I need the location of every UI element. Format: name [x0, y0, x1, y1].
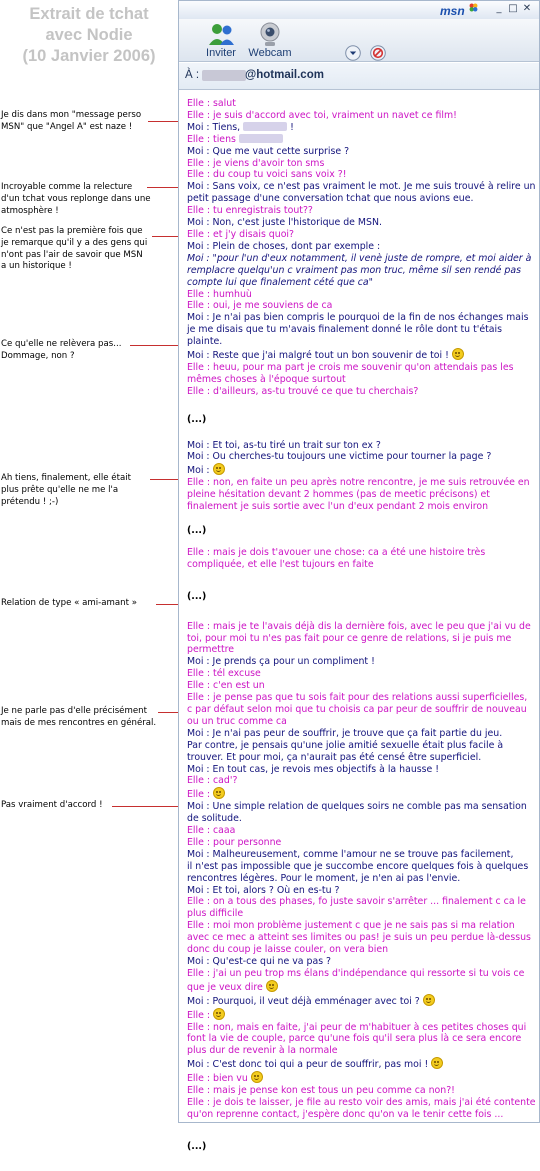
message-elle	[187, 908, 537, 920]
message-text: toi, pour moi tu n'es pas fait pour ce genre de relations, si je puis me	[187, 632, 512, 644]
message-text: plus difficile	[187, 908, 244, 920]
message-text: Elle : salut	[187, 98, 236, 109]
message-text: Elle : d'ailleurs, as-tu trouvé ce que tu cherchais?	[187, 385, 419, 397]
message-text: Elle : du coup tu voici sans voix ?!	[187, 169, 347, 181]
message-text: Elle : pour personne	[187, 836, 282, 848]
message-text: Moi : Je n'ai pas peur de souffrir, je trouve que ça fait partie du jeu.	[187, 727, 503, 739]
message-elle	[187, 289, 537, 301]
message-text: Elle : non, mais en faite, j'ai peur de m'habituer à ces petites choses qui	[187, 1021, 527, 1033]
message-elle	[187, 362, 537, 374]
message-text: plainte.	[187, 336, 223, 348]
message-moi	[187, 752, 537, 764]
message-text: Par contre, je pensais qu'une jolie amitié sexuelle était plus facile à	[187, 739, 504, 751]
smiley-icon	[251, 1071, 263, 1083]
ellipsis-separator	[187, 591, 537, 603]
message-text: font la vie de couple, parce qu'une fois qu'il sera plus là ce sera encore	[187, 1033, 522, 1045]
message-text: que je veux dire	[187, 981, 263, 993]
message-text: Elle : oui, je me souviens de ca	[187, 300, 333, 312]
maximize-button[interactable]: □	[508, 3, 518, 14]
invite-icon	[205, 21, 237, 47]
title-bar	[179, 1, 539, 19]
message-elle	[187, 944, 537, 956]
message-text: Elle : moi mon problème justement c que je ne sais pas si ma relation	[187, 920, 515, 932]
ellipsis-separator	[187, 414, 537, 426]
invite-label: Inviter	[206, 47, 236, 59]
message-elle	[187, 932, 537, 944]
message-text: Moi : Reste que j'ai malgré tout un bon souvenir de toi !	[187, 350, 449, 362]
message-text: compte lui que finalement cété que ca"	[187, 276, 373, 288]
message-text: donc du coup je laisse couler, on vera bien	[187, 944, 389, 956]
message-elle	[187, 633, 537, 645]
message-text: Elle : on a tous des phases, fo juste savoir s'arrêter ... finalement c ca le	[187, 896, 526, 908]
message-text: Elle : tél excuse	[187, 668, 261, 680]
message-text: je me disais que tu m'avais finalement donné le rôle dont tu t'étais	[187, 324, 503, 336]
message-text: Elle : heuu, pour ma part je crois me souvenir qu'on attendais pas les	[187, 361, 514, 373]
block-icon[interactable]	[370, 45, 386, 61]
message-text: Elle : tu enregistrais tout??	[187, 205, 313, 217]
message-text: de solitude.	[187, 813, 242, 825]
message-moi	[187, 956, 537, 968]
message-elle	[187, 775, 537, 787]
message-text: pleine hésitation devant 2 hommes (pas de meetic précisons) et	[187, 489, 490, 501]
message-elle	[187, 1008, 537, 1022]
annotation-connector	[112, 806, 186, 807]
message-elle	[187, 386, 537, 398]
message-moi	[187, 885, 537, 897]
annotation: Relation de type « ami-amant »	[1, 598, 137, 608]
message-moi	[187, 1057, 537, 1071]
message-text: Moi : Tiens,	[187, 121, 241, 133]
message-text: Elle : et j'y disais quoi?	[187, 228, 295, 240]
message-elle	[187, 1022, 537, 1034]
redacted-name	[239, 134, 283, 143]
message-moi	[187, 146, 537, 158]
message-elle	[187, 158, 537, 170]
message-text: Moi : Plein de choses, dont par exemple :	[187, 240, 381, 252]
message-text: Moi : C'est donc toi qui a peur de souffrir, pas moi !	[187, 1059, 429, 1071]
message-text: Elle : je viens d'avoir ton sms	[187, 157, 325, 169]
smiley-icon	[213, 1008, 225, 1020]
message-text: Moi : Que me vaut cette surprise ?	[187, 145, 350, 157]
title-line: avec Nodie	[45, 26, 133, 44]
message-moi	[187, 265, 537, 277]
to-label: À :	[185, 69, 200, 81]
message-moi	[187, 994, 537, 1008]
message-elle	[187, 716, 537, 728]
message-elle	[187, 1033, 537, 1045]
message-elle	[187, 920, 537, 932]
message-text: Moi : Je n'ai pas bien compris le pourquoi de la fin de nos échanges mais	[187, 312, 529, 324]
message-text: petit passage d'une conversation tchat que nous avions eue.	[187, 193, 474, 205]
message-moi	[187, 463, 537, 477]
message-text: (...)	[187, 1140, 207, 1152]
smiley-icon	[213, 463, 225, 475]
toolbar	[179, 19, 539, 62]
message-elle	[187, 169, 537, 181]
redacted-username	[202, 70, 246, 81]
message-moi	[187, 728, 537, 740]
message-elle	[187, 501, 537, 513]
minimize-button[interactable]: _	[496, 3, 502, 14]
message-elle	[187, 1097, 537, 1109]
message-moi	[187, 193, 537, 205]
message-elle	[187, 644, 537, 656]
message-text: Moi : Je prends ça pour un compliment !	[187, 656, 375, 668]
annotation: Incroyable comme la relecture d'un tchat vous replonge dans une atmosphère !	[1, 182, 151, 216]
message-text: Moi : Une simple relation de quelques soirs ne comble pas ma sensation	[187, 801, 527, 813]
message-moi	[187, 740, 537, 752]
message-elle	[187, 968, 537, 980]
annotation: Pas vraiment d'accord !	[1, 800, 103, 810]
annotation: Je ne parle pas d'elle précisément mais de mes rencontres en général.	[1, 706, 157, 728]
message-text: plus dur de revenir à la normale	[187, 1045, 338, 1057]
message-moi	[187, 873, 537, 885]
message-elle	[187, 837, 537, 849]
message-text: Moi : Pourquoi, il veut déjà emménager avec toi ?	[187, 995, 420, 1007]
message-text: Elle : caaa	[187, 825, 236, 837]
message-text: remplacre quelqu'un c vraiment pas mon truc, même sil sen rendé pas	[187, 264, 522, 276]
message-elle	[187, 110, 537, 122]
message-elle	[187, 896, 537, 908]
message-elle	[187, 668, 537, 680]
message-text: Moi : Malheureusement, comme l'amour ne se trouve pas facilement,	[187, 848, 514, 860]
message-text: Elle : cad'?	[187, 775, 238, 787]
message-text: Elle :	[187, 1009, 211, 1021]
message-moi	[187, 849, 537, 861]
message-elle	[187, 704, 537, 716]
title-line: Extrait de tchat	[29, 5, 149, 23]
message-moi	[187, 122, 537, 134]
msn-logo: msn	[440, 4, 465, 18]
message-text: trouver. Et pour moi, ça n'aurait pas été censé être superficiel.	[187, 751, 482, 763]
message-moi	[187, 451, 537, 463]
message-elle	[187, 1071, 537, 1085]
chevron-down-icon[interactable]	[345, 45, 361, 61]
message-elle	[187, 374, 537, 386]
message-moi	[187, 241, 537, 253]
message-moi	[187, 324, 537, 336]
message-moi	[187, 861, 537, 873]
title-line: (10 Janvier 2006)	[22, 47, 156, 65]
message-text: avec ce mec a atteint ses limites ou pas! je suis un peu perdue là-dessus	[187, 932, 531, 944]
message-text: Moi : Ou cherches-tu toujours une victime pour tourner la page ?	[187, 451, 492, 463]
message-elle	[187, 980, 537, 994]
message-moi	[187, 181, 537, 193]
message-text: mêmes choses à l'époque surtout	[187, 373, 346, 385]
annotation: Je dis dans mon "message perso MSN" que "Angel A" est naze !	[1, 110, 142, 132]
message-text: qu'on reprenne contact, j'espère donc qu'on va le tenir cette fois ...	[187, 1108, 504, 1120]
message-text: Elle : non, en faite un peu après notre rencontre, je me suis retrouvée en	[187, 477, 530, 489]
message-text: Elle : je suis d'accord avec toi, vraiment un navet ce film!	[187, 109, 457, 121]
message-moi	[187, 312, 537, 324]
message-elle	[187, 692, 537, 704]
message-text: Elle : bien vu	[187, 1073, 248, 1085]
message-text: Elle : tiens	[187, 133, 236, 145]
message-text: Moi : Sans voix, ce n'est pas vraiment le mot. Je me suis trouvé à relire un	[187, 181, 536, 193]
message-moi	[187, 277, 537, 289]
smiley-icon	[213, 787, 225, 799]
message-moi	[187, 217, 537, 229]
webcam-label: Webcam	[248, 47, 292, 59]
smiley-icon	[431, 1057, 443, 1069]
message-text: Moi : "pour l'un d'eux notamment, il venè juste de rompre, et moi aider à	[187, 252, 532, 264]
smiley-icon	[266, 980, 278, 992]
message-elle	[187, 477, 537, 489]
webcam-button[interactable]	[245, 21, 295, 59]
message-text: Elle : humhuù	[187, 288, 252, 300]
message-text-suffix: !	[290, 121, 294, 133]
message-elle	[187, 300, 537, 312]
message-moi	[187, 336, 537, 348]
message-elle	[187, 825, 537, 837]
message-text: ou un truc comme ca	[187, 715, 287, 727]
smiley-icon	[423, 994, 435, 1006]
message-moi	[187, 813, 537, 825]
message-text: Moi : Et toi, as-tu tiré un trait sur ton ex ?	[187, 439, 381, 451]
message-elle	[187, 621, 537, 633]
message-moi	[187, 764, 537, 776]
message-elle	[187, 1109, 537, 1121]
message-moi	[187, 440, 537, 452]
annotation: Ce qu'elle ne relèvera pas... Dommage, non ?	[1, 339, 122, 361]
close-button[interactable]: ✕	[522, 3, 532, 14]
message-elle	[187, 134, 537, 146]
message-moi	[187, 656, 537, 668]
message-elle	[187, 1045, 537, 1057]
ellipsis-separator	[187, 525, 537, 537]
message-elle	[187, 489, 537, 501]
message-elle	[187, 1085, 537, 1097]
message-elle	[187, 98, 537, 110]
message-text: il n'est pas impossible que je succombe encore quelques fois à quelques	[187, 860, 529, 872]
message-elle	[187, 559, 537, 571]
message-text: Moi :	[187, 465, 210, 477]
recipient-address: @hotmail.com	[245, 69, 324, 81]
ellipsis-separator	[187, 1141, 537, 1153]
message-text: Elle : je dois te laisser, je file au resto voir des amis, mais j'ai été contente	[187, 1096, 536, 1108]
annotation: Ah tiens, finalement, elle était plus prête qu'elle ne me l'a prétendu ! ;-)	[1, 473, 131, 507]
message-text: (...)	[187, 413, 207, 425]
message-text: compliquée, et elle l'est tujours en faite	[187, 558, 374, 570]
message-text: (...)	[187, 525, 207, 536]
message-text: Moi : Qu'est-ce qui ne va pas ?	[187, 956, 332, 967]
message-elle	[187, 787, 537, 801]
message-text: Elle :	[187, 789, 211, 801]
redacted-name	[243, 122, 287, 131]
message-text: (...)	[187, 590, 207, 602]
annotation-column	[0, 0, 180, 1125]
message-elle	[187, 547, 537, 559]
message-elle	[187, 229, 537, 241]
invite-button[interactable]	[199, 21, 243, 59]
butterfly-icon	[469, 3, 478, 12]
webcam-icon	[254, 21, 286, 47]
message-elle	[187, 680, 537, 692]
message-text: Elle : mais je dois t'avouer une chose: ca a été une histoire très	[187, 546, 486, 558]
smiley-icon	[452, 348, 464, 360]
message-text: Elle : mais je pense kon est tous un peu comme ca non?!	[187, 1085, 455, 1097]
message-text: finalement je suis sortie avec l'un d'eux pendant 2 mois environ	[187, 501, 489, 513]
message-text: Elle : mais je te l'avais déjà dis la dernière fois, avec le peu que j'ai vu de	[187, 620, 531, 632]
message-text: Elle : c'en est un	[187, 680, 265, 692]
message-text: permettre	[187, 644, 235, 656]
message-text: Elle : je pense pas que tu sois fait pour des relations aussi superficielles,	[187, 692, 528, 704]
message-text: Elle : j'ai un peu trop ms élans d'indépendance qui ressorte si tu vois ce	[187, 967, 525, 979]
message-moi	[187, 253, 537, 265]
message-text: Moi : Non, c'est juste l'historique de MSN.	[187, 217, 382, 229]
annotation: Ce n'est pas la première fois que je remarque qu'il y a des gens qui n'ont pas l'air de savoir que MSN a un historique !	[1, 226, 148, 272]
recipient-bar	[179, 63, 539, 90]
message-elle	[187, 205, 537, 217]
conversation-log	[187, 98, 537, 1171]
message-text: Moi : Et toi, alors ? Où en es-tu ?	[187, 884, 340, 896]
message-text: Moi : En tout cas, je revois mes objectifs à la hausse !	[187, 763, 440, 775]
message-moi	[187, 348, 537, 362]
message-text: rencontres légères. Pour le moment, je n'en ai pas l'envie.	[187, 872, 461, 884]
message-text: c par défaut selon moi que tu choisis ca par peur de souffrir de nouveau	[187, 703, 527, 715]
msn-chat-window	[178, 0, 540, 1152]
message-moi	[187, 801, 537, 813]
